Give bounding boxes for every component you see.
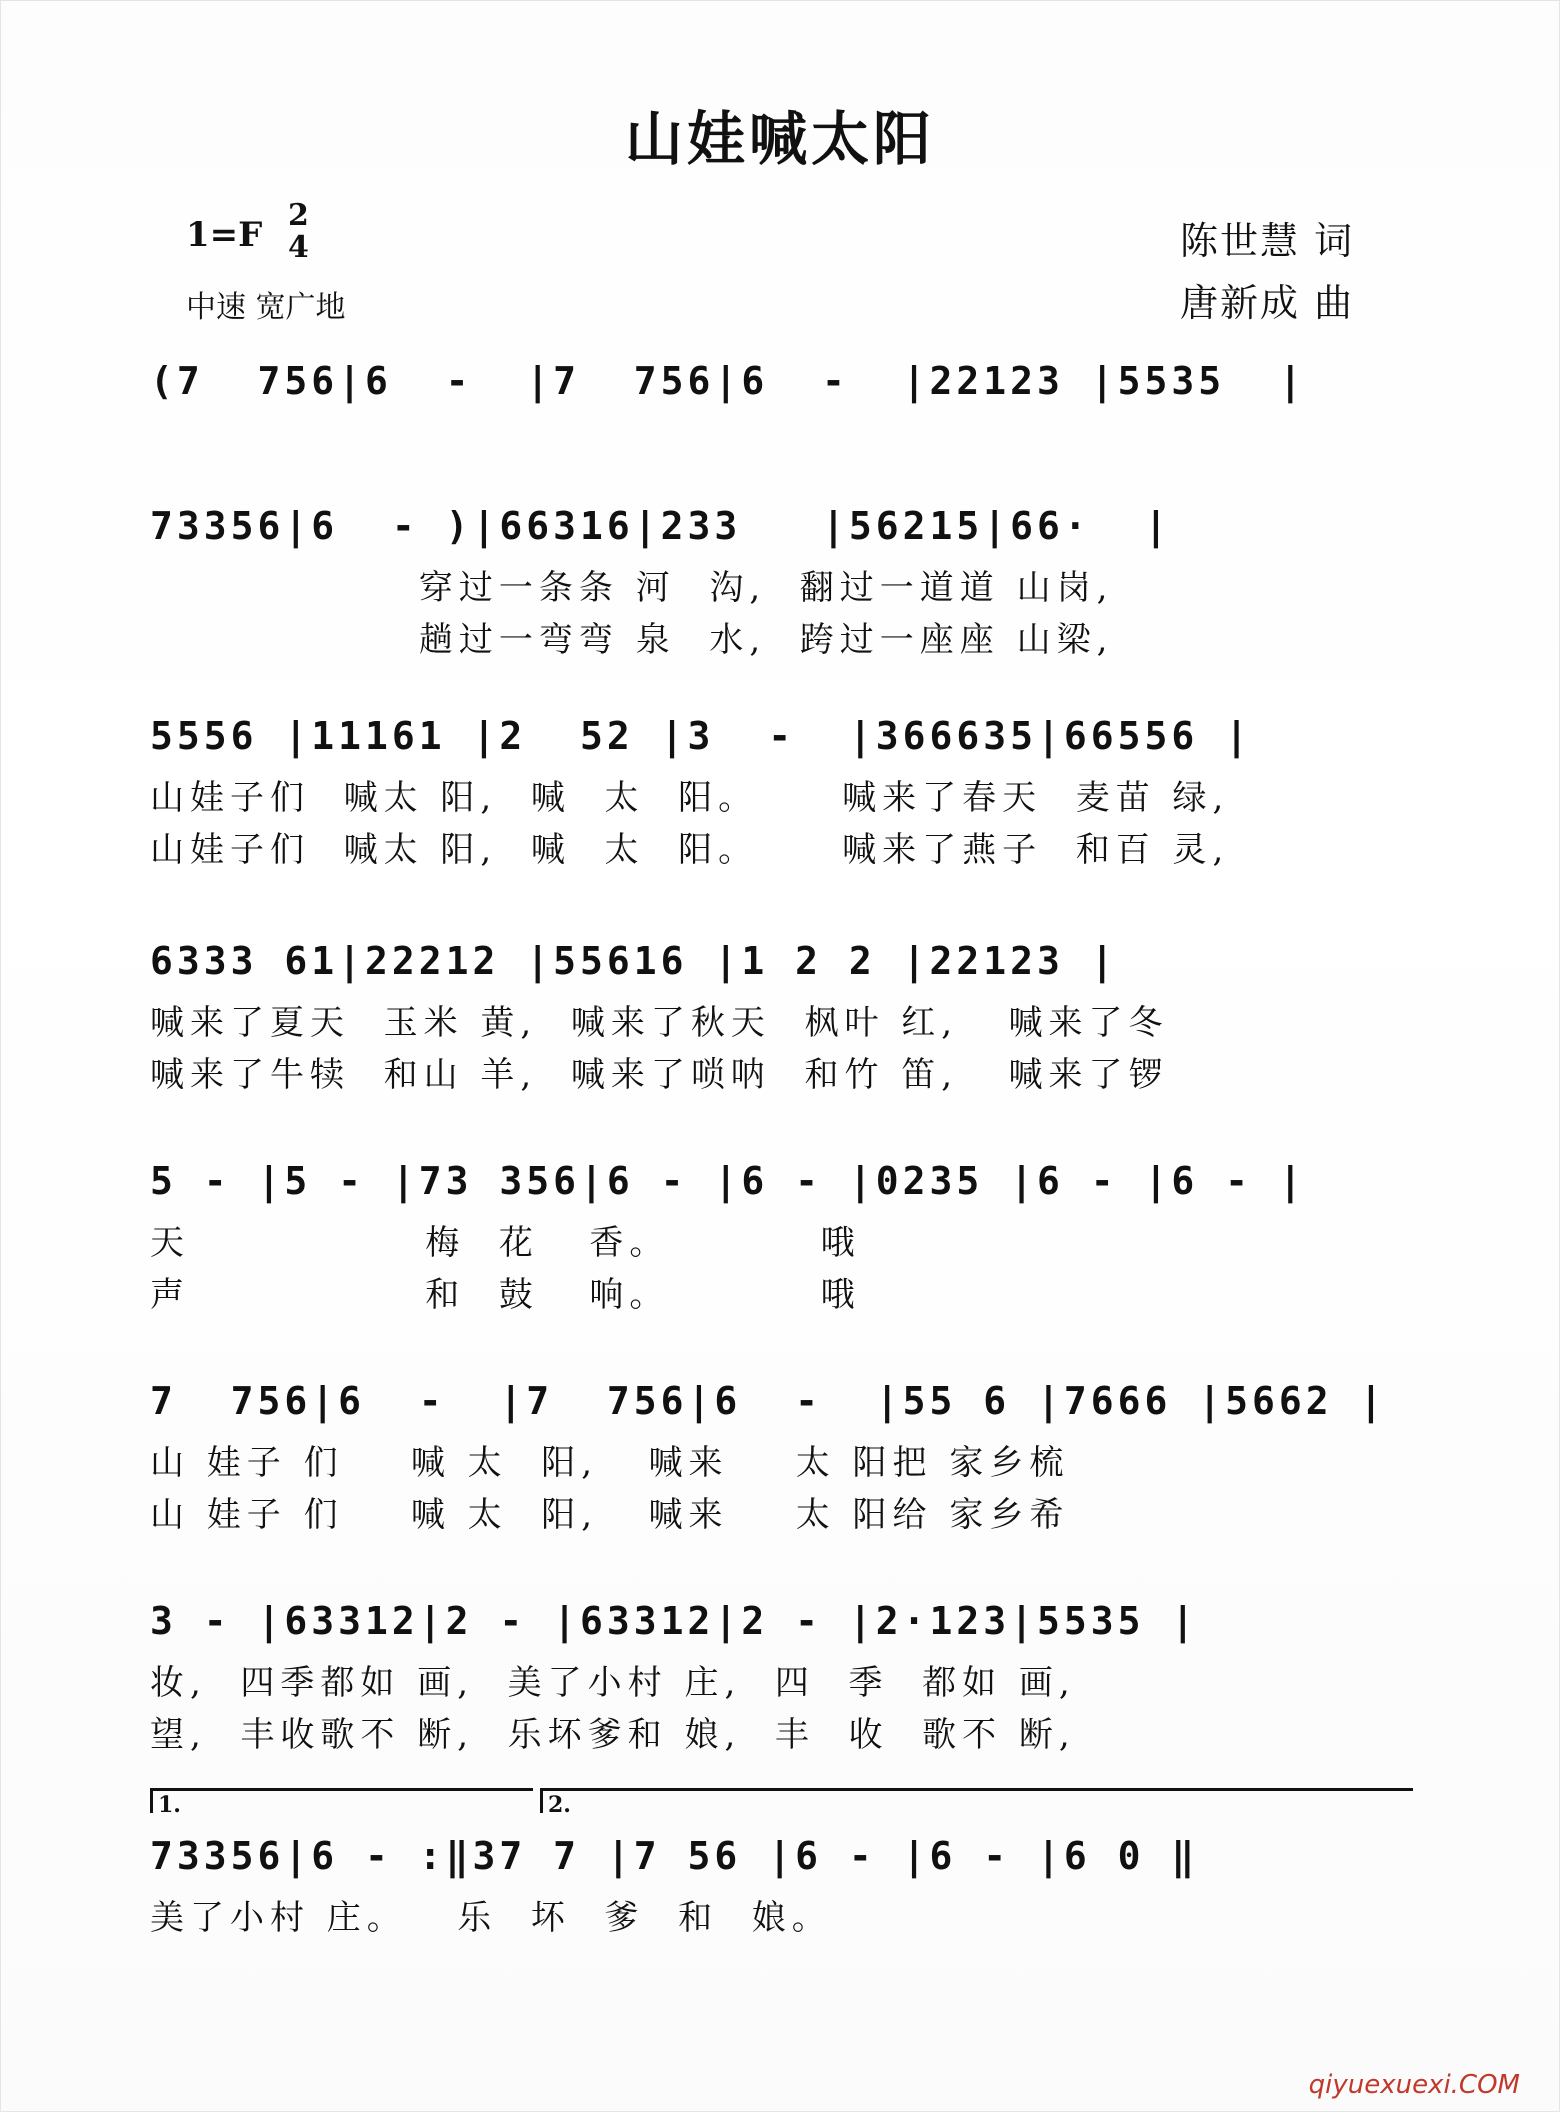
notation-line: 7 756|6 - |7 756|6 - |55 6 |7666 |5662 | (150, 1379, 1387, 1423)
notes-row (150, 345, 1420, 417)
notes-row (150, 1365, 1420, 1437)
composer-credit: 唐新成 曲 (1180, 281, 1355, 325)
lyricist-credit: 陈世慧 词 (1180, 219, 1355, 263)
notation-line: 3 - |63312|2 - |63312|2 - |2·123|5535 | (150, 1599, 1199, 1643)
score-system-8 (150, 1820, 1420, 1944)
notes-row (150, 700, 1420, 772)
time-signature (288, 200, 309, 264)
notation-line: 5556 |11161 |2 52 |3 - |366635|66556 | (150, 714, 1252, 758)
notation-line: 73356|6 - )|66316|233 |56215|66· | (150, 504, 1172, 548)
notation-line: (7 756|6 - |7 756|6 - |22123 |5535 | (150, 359, 1306, 403)
notation-line: 6333 61|22212 |55616 |1 2 2 |22123 | (150, 939, 1118, 983)
site-watermark: qiyuexuexi.COM (1308, 2070, 1520, 2100)
score-system-1 (150, 345, 1420, 417)
lyric-verse-2: 趟过一弯弯 泉 水, 跨过一座座 山梁, (150, 620, 1114, 660)
time-signature-top: 2 (288, 198, 309, 233)
first-ending-label: 1. (158, 1792, 181, 1818)
score-system-6 (150, 1365, 1420, 1541)
score-system-4 (150, 925, 1420, 1101)
lyric-verse-1: 美了小村 庄。 乐 坏 爹 和 娘。 (150, 1898, 832, 1938)
song-title: 山娃喊太阳 (624, 105, 935, 173)
lyric-verse-1: 山娃子们 喊太 阳, 喊 太 阳。 喊来了春天 麦苗 绿, (150, 778, 1230, 818)
second-ending-bracket (540, 1788, 1413, 1813)
lyric-verse-2: 望, 丰收歌不 断, 乐坏爹和 娘, 丰 收 歌不 断, (150, 1715, 1076, 1755)
notes-row (150, 1585, 1420, 1657)
lyric-verse-1: 妆, 四季都如 画, 美了小村 庄, 四 季 都如 画, (150, 1663, 1076, 1703)
lyric-verse-2: 山娃子们 喊太 阳, 喊 太 阳。 喊来了燕子 和百 灵, (150, 830, 1230, 870)
lyric-verse-2: 喊来了牛犊 和山 羊, 喊来了唢呐 和竹 笛, 喊来了锣 (150, 1055, 1169, 1095)
lyric-verse-1: 喊来了夏天 玉米 黄, 喊来了秋天 枫叶 红, 喊来了冬 (150, 1003, 1169, 1043)
lyric-verse-2: 声 和 鼓 响。 哦 (150, 1275, 861, 1315)
notation-line: 5 - |5 - |73 356|6 - |6 - |0235 |6 - |6 - | (150, 1159, 1306, 1203)
notes-row (150, 1820, 1420, 1892)
lyric-verse-1: 穿过一条条 河 沟, 翻过一道道 山岗, (150, 568, 1114, 608)
score-system-5 (150, 1145, 1420, 1321)
time-signature-bottom: 4 (288, 230, 309, 265)
notes-row (150, 1145, 1420, 1217)
notes-row (150, 490, 1420, 562)
second-ending-label: 2. (548, 1792, 571, 1818)
lyric-verse-1: 天 梅 花 香。 哦 (150, 1223, 861, 1263)
score-system-2 (150, 490, 1420, 666)
tempo-marking: 中速 宽广地 (186, 290, 346, 325)
notes-row (150, 925, 1420, 997)
score-system-7 (150, 1585, 1420, 1761)
score-system-3 (150, 700, 1420, 876)
lyric-verse-2: 山 娃子 们 喊 太 阳, 喊来 太 阳给 家乡希 (150, 1495, 1070, 1535)
key-signature: 1=F (186, 215, 263, 255)
lyric-verse-1: 山 娃子 们 喊 太 阳, 喊来 太 阳把 家乡梳 (150, 1443, 1070, 1483)
first-ending-bracket (150, 1788, 533, 1813)
notation-line: 73356|6 - :‖37 7 |7 56 |6 - |6 - |6 0 ‖ (150, 1834, 1199, 1878)
